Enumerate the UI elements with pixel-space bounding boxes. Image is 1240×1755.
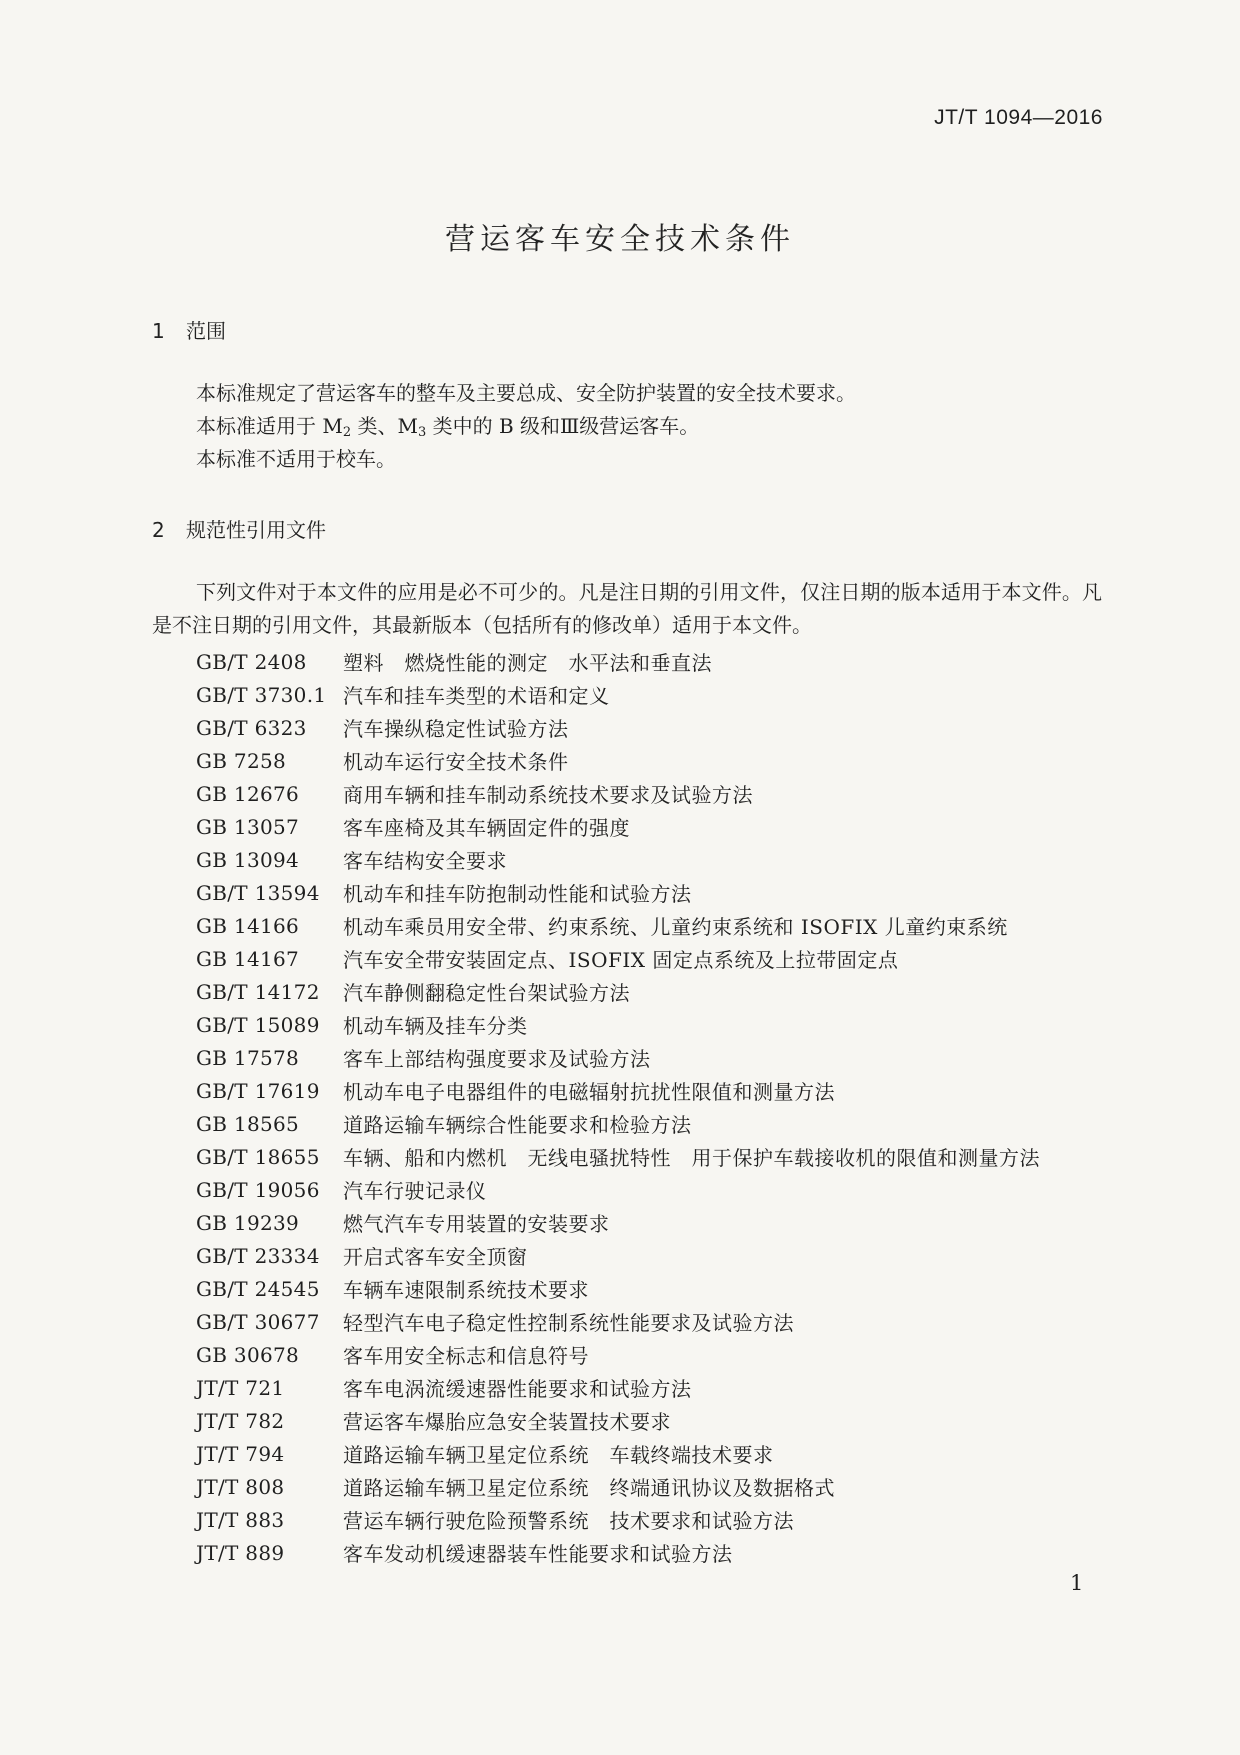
section-heading-scope [152, 315, 226, 344]
reference-item [196, 1338, 1116, 1371]
reference-item [196, 1206, 1116, 1239]
reference-item [196, 876, 1116, 909]
reference-title: 道路运输车辆卫星定位系统 车载终端技术要求 [343, 1443, 774, 1467]
reference-code: GB/T 15089 [196, 1012, 320, 1037]
reference-item [196, 909, 1116, 942]
reference-title: 机动车和挂车防抱制动性能和试验方法 [343, 882, 692, 906]
reference-code: GB/T 6323 [196, 715, 307, 740]
reference-code: JT/T 794 [196, 1441, 285, 1466]
document-code: JT/T 1094—2016 [934, 106, 1103, 129]
reference-code: JT/T 782 [196, 1408, 285, 1433]
reference-title: 塑料 燃烧性能的测定 水平法和垂直法 [343, 651, 712, 675]
reference-item [196, 1503, 1116, 1536]
normative-refs-intro: 下列文件对于本文件的应用是必不可少的。凡是注日期的引用文件，仅注日期的版本适用于本文件。凡是不注日期的引用文件，其最新版本（包括所有的修改单）适用于本文件。 [152, 580, 1102, 637]
reference-code: JT/T 721 [196, 1375, 285, 1400]
reference-code: GB/T 2408 [196, 649, 307, 674]
reference-item [196, 1107, 1116, 1140]
reference-title: 道路运输车辆综合性能要求和检验方法 [343, 1113, 692, 1137]
reference-code: GB/T 14172 [196, 979, 320, 1004]
section-title: 范围 [186, 319, 226, 343]
reference-list [196, 645, 1116, 1569]
page-title: 营运客车安全技术条件 [445, 222, 795, 257]
reference-title: 客车电涡流缓速器性能要求和试验方法 [343, 1377, 692, 1401]
reference-title: 汽车行驶记录仪 [343, 1179, 487, 1203]
reference-item [196, 1536, 1116, 1569]
reference-code: GB/T 24545 [196, 1276, 320, 1301]
section-title: 规范性引用文件 [186, 518, 326, 542]
reference-title: 机动车辆及挂车分类 [343, 1014, 528, 1038]
reference-code: GB 13057 [196, 814, 300, 839]
reference-item [196, 678, 1116, 711]
reference-title: 营运客车爆胎应急安全装置技术要求 [343, 1410, 671, 1434]
reference-item [196, 1074, 1116, 1107]
reference-title: 客车发动机缓速器装车性能要求和试验方法 [343, 1542, 733, 1566]
reference-item [196, 810, 1116, 843]
reference-title: 客车结构安全要求 [343, 849, 507, 873]
reference-item [196, 1305, 1116, 1338]
scope-text: 本标准适用于 M [196, 414, 343, 438]
reference-code: JT/T 883 [196, 1507, 285, 1532]
reference-code: JT/T 889 [196, 1540, 285, 1565]
reference-item [196, 1371, 1116, 1404]
reference-code: GB/T 18655 [196, 1144, 320, 1169]
reference-item [196, 777, 1116, 810]
reference-item [196, 1041, 1116, 1074]
reference-code: GB 30678 [196, 1342, 300, 1367]
reference-item [196, 744, 1116, 777]
scope-text: 类、M [351, 414, 418, 438]
reference-title: 客车用安全标志和信息符号 [343, 1344, 589, 1368]
reference-title: 汽车静侧翻稳定性台架试验方法 [343, 981, 630, 1005]
scope-text: 类中的 B 级和Ⅲ级营运客车。 [426, 414, 700, 438]
reference-item [196, 843, 1116, 876]
reference-title: 道路运输车辆卫星定位系统 终端通讯协议及数据格式 [343, 1476, 835, 1500]
reference-title: 客车座椅及其车辆固定件的强度 [343, 816, 630, 840]
reference-item [196, 1404, 1116, 1437]
page-number: 1 [1070, 1571, 1084, 1595]
reference-title: 营运车辆行驶危险预警系统 技术要求和试验方法 [343, 1509, 794, 1533]
reference-code: GB 18565 [196, 1111, 300, 1136]
reference-item [196, 1470, 1116, 1503]
reference-code: GB/T 23334 [196, 1243, 320, 1268]
reference-code: GB 13094 [196, 847, 300, 872]
reference-code: GB/T 17619 [196, 1078, 320, 1103]
reference-item [196, 1239, 1116, 1272]
reference-title: 车辆、船和内燃机 无线电骚扰特性 用于保护车载接收机的限值和测量方法 [343, 1146, 1040, 1170]
reference-code: GB/T 30677 [196, 1309, 320, 1334]
reference-title: 车辆车速限制系统技术要求 [343, 1278, 589, 1302]
reference-title: 商用车辆和挂车制动系统技术要求及试验方法 [343, 783, 753, 807]
reference-code: JT/T 808 [196, 1474, 285, 1499]
reference-code: GB/T 3730.1 [196, 682, 327, 707]
reference-title: 客车上部结构强度要求及试验方法 [343, 1047, 651, 1071]
reference-item [196, 711, 1116, 744]
reference-item [196, 1272, 1116, 1305]
reference-title: 机动车乘员用安全带、约束系统、儿童约束系统和 ISOFIX 儿童约束系统 [343, 915, 1008, 939]
scope-paragraph-3: 本标准不适用于校车。 [196, 447, 396, 471]
reference-code: GB 14166 [196, 913, 300, 938]
reference-code: GB/T 13594 [196, 880, 320, 905]
reference-title: 开启式客车安全顶窗 [343, 1245, 528, 1269]
reference-item [196, 1173, 1116, 1206]
subscript: 3 [417, 425, 427, 440]
reference-title: 汽车操纵稳定性试验方法 [343, 717, 569, 741]
subscript: 2 [342, 425, 352, 440]
reference-code: GB 19239 [196, 1210, 300, 1235]
reference-title: 轻型汽车电子稳定性控制系统性能要求及试验方法 [343, 1311, 794, 1335]
reference-title: 机动车电子电器组件的电磁辐射抗扰性限值和测量方法 [343, 1080, 835, 1104]
reference-code: GB 12676 [196, 781, 300, 806]
reference-code: GB 7258 [196, 748, 287, 773]
scope-paragraph-1: 本标准规定了营运客车的整车及主要总成、安全防护装置的安全技术要求。 [196, 381, 856, 405]
reference-title: 汽车安全带安装固定点、ISOFIX 固定点系统及上拉带固定点 [343, 948, 899, 972]
reference-title: 汽车和挂车类型的术语和定义 [343, 684, 610, 708]
section-heading-normative-refs [152, 514, 326, 543]
reference-code: GB 14167 [196, 946, 300, 971]
reference-item [196, 975, 1116, 1008]
reference-item [196, 1437, 1116, 1470]
section-number: 2 [152, 518, 165, 542]
section-number: 1 [152, 319, 165, 343]
reference-item [196, 942, 1116, 975]
reference-code: GB 17578 [196, 1045, 300, 1070]
reference-item [196, 1008, 1116, 1041]
reference-title: 机动车运行安全技术条件 [343, 750, 569, 774]
reference-item [196, 1140, 1116, 1173]
reference-code: GB/T 19056 [196, 1177, 320, 1202]
reference-title: 燃气汽车专用装置的安装要求 [343, 1212, 610, 1236]
reference-item [196, 645, 1116, 678]
